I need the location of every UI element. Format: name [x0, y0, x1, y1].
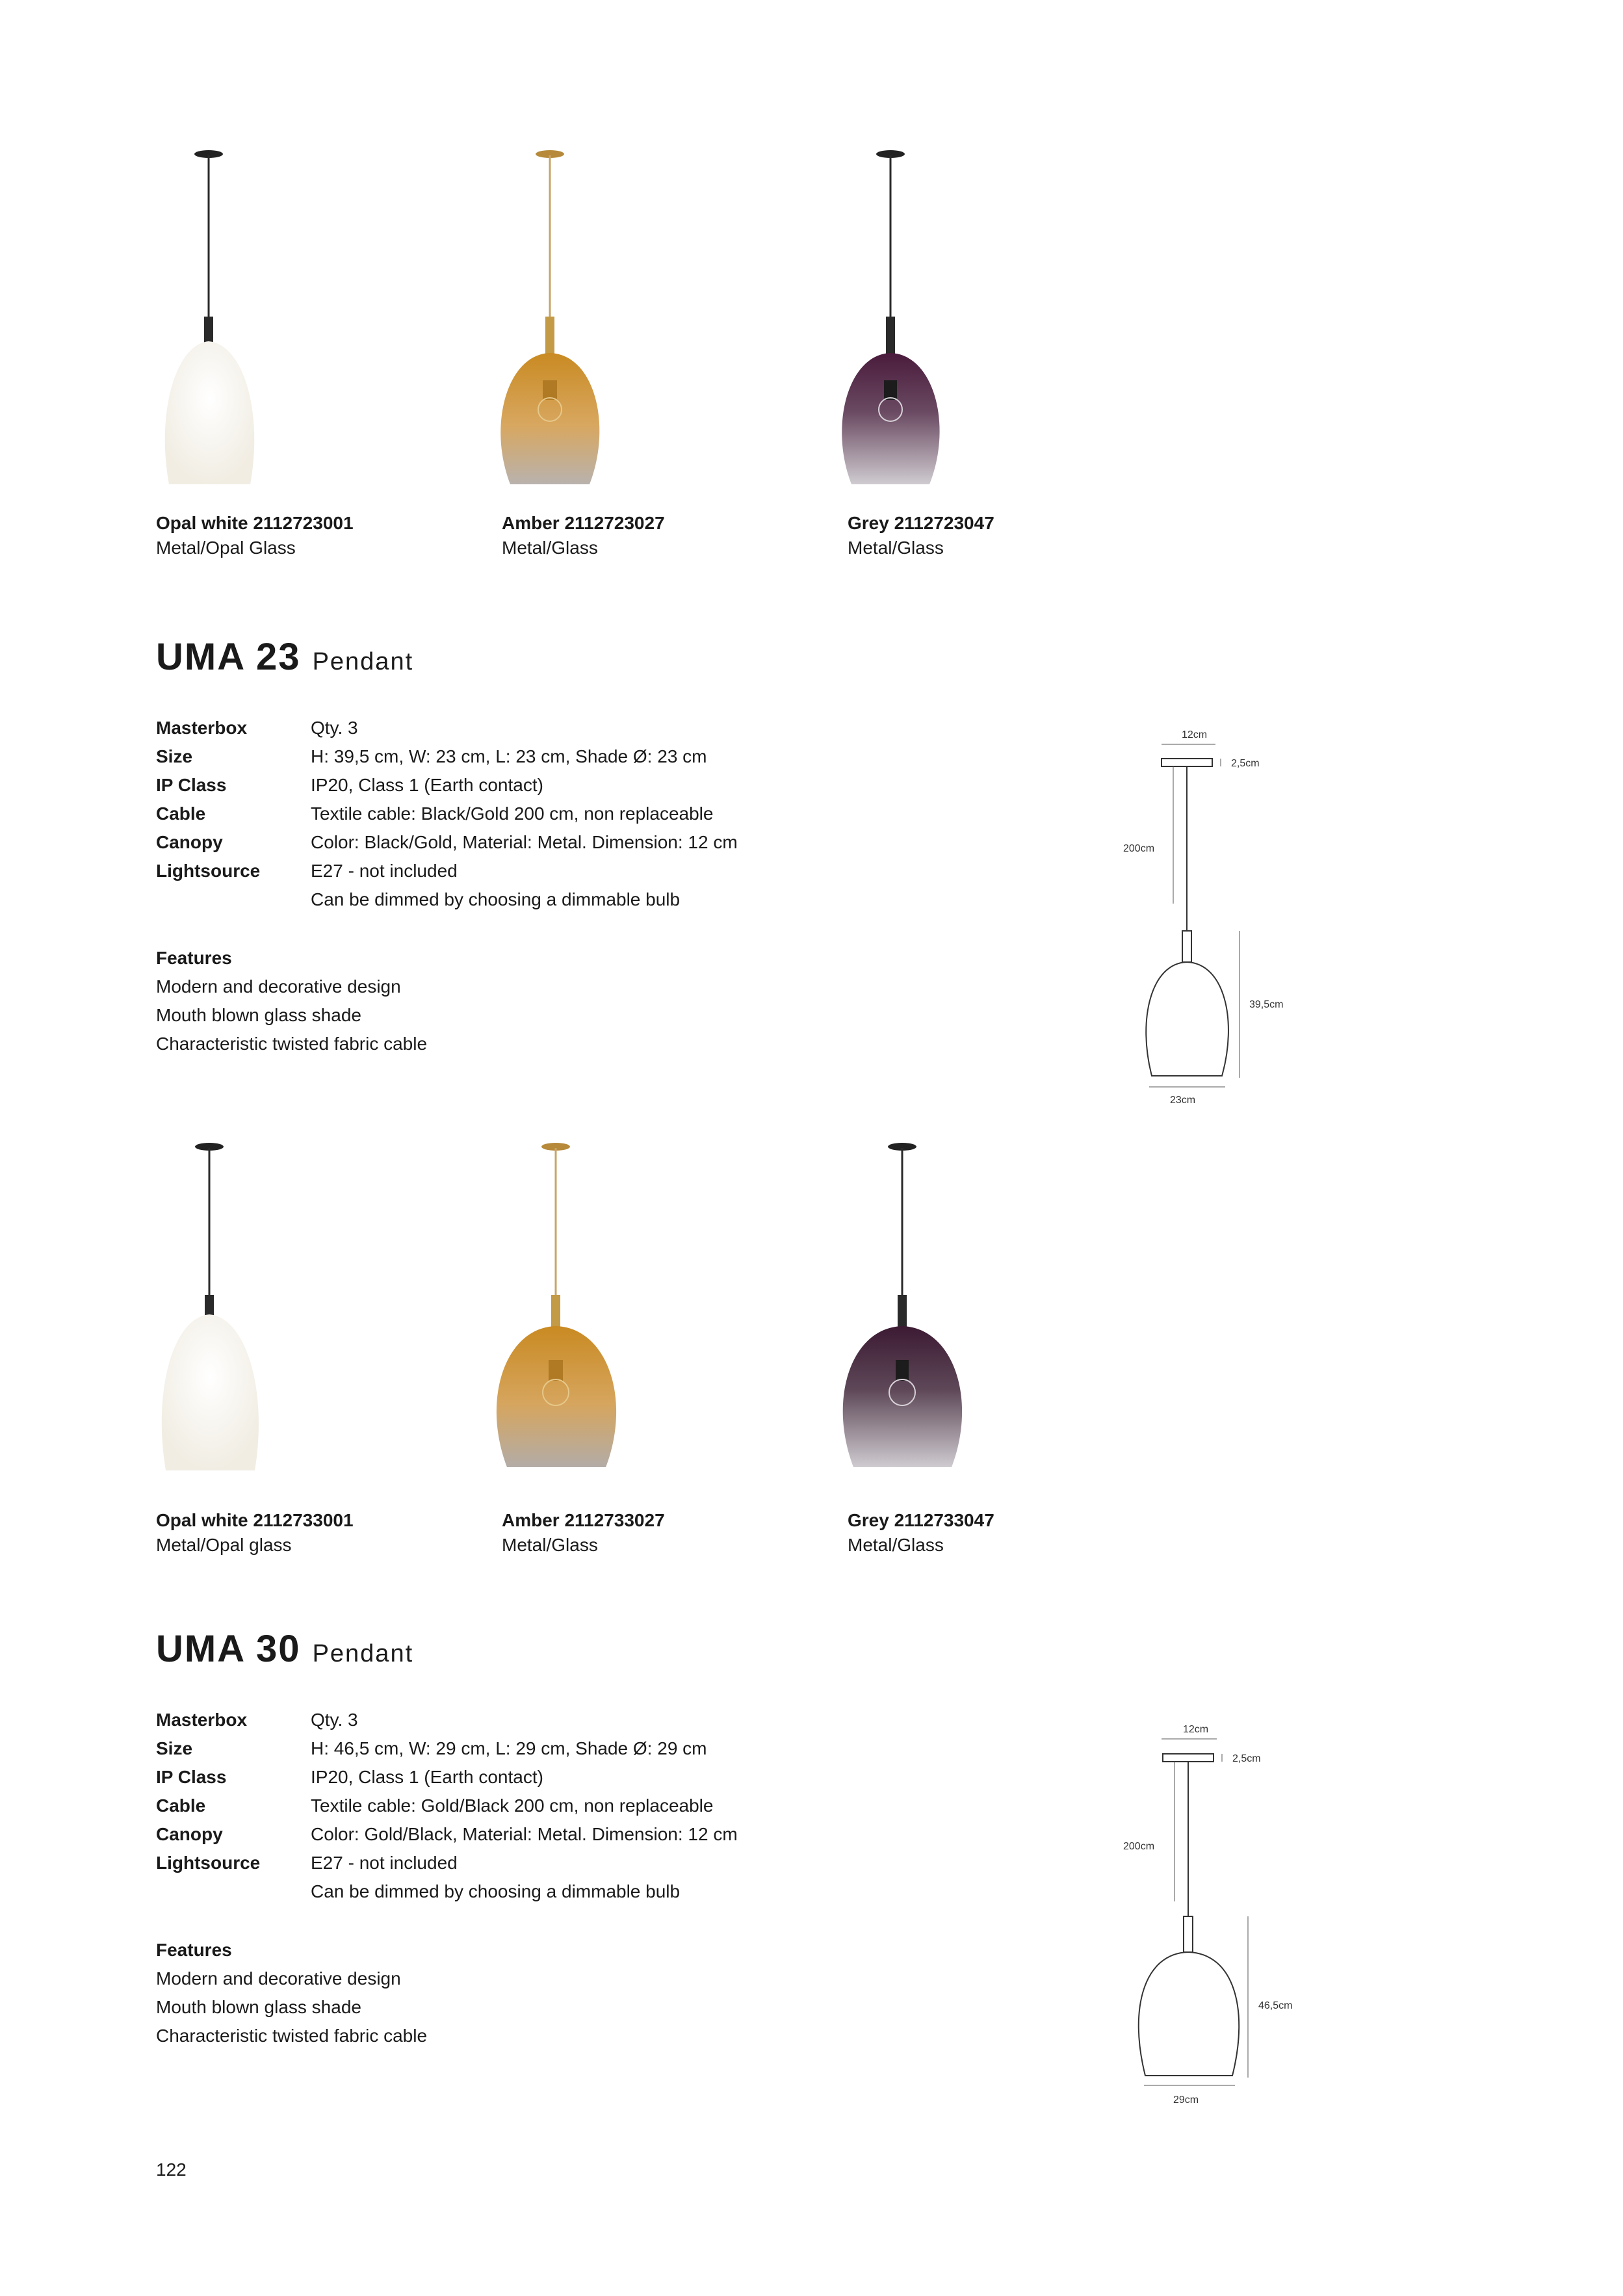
spec-row [156, 1763, 1001, 1792]
product-type: Pendant [312, 648, 414, 675]
grey-pendant-photo [842, 150, 939, 484]
spec-label: Lightsource [156, 1853, 261, 1873]
spec-row [156, 1706, 1001, 1734]
variant-uma23-grey [848, 511, 1173, 560]
product-model: UMA 30 [156, 1628, 301, 1670]
spec-row [156, 800, 1001, 828]
variant-name: Grey 2112733047 [848, 1510, 994, 1530]
spec-row [156, 1849, 1001, 1877]
spec-label: IP Class [156, 1767, 227, 1787]
spec-value: Can be dimmed by choosing a dimmable bulb [311, 1881, 681, 1901]
variant-uma30-amber [502, 1508, 827, 1558]
variant-name: Amber 2112723027 [502, 513, 665, 533]
features-heading: Features [156, 1940, 232, 1960]
opal-pendant-photo [162, 1143, 259, 1470]
canopy-outline [1162, 759, 1212, 766]
spec-label: Cable [156, 803, 206, 824]
dimension-diagram-uma23 [1105, 715, 1300, 1118]
feature-item: Mouth blown glass shade [156, 1997, 361, 2017]
dim-canopy-height: 2,5cm [1231, 758, 1260, 769]
spec-value: H: 46,5 cm, W: 29 cm, L: 29 cm, Shade Ø: 29 cm [311, 1738, 707, 1758]
spec-row [156, 1792, 1001, 1820]
variant-uma30-grey [848, 1508, 1173, 1558]
spec-row [156, 714, 1001, 742]
grey-pendant-photo [843, 1143, 962, 1467]
spec-table-uma23 [156, 714, 1001, 914]
variant-name: Grey 2112723047 [848, 513, 994, 533]
variant-material: Metal/Glass [502, 538, 598, 558]
variant-material: Metal/Opal Glass [156, 538, 296, 558]
feature-item: Modern and decorative design [156, 976, 401, 997]
dim-width: 29cm [1173, 2094, 1199, 2106]
feature-item: Characteristic twisted fabric cable [156, 2026, 428, 2046]
socket-outline [1184, 1916, 1193, 1952]
variant-material: Metal/Opal glass [156, 1535, 292, 1555]
spec-label: Masterbox [156, 718, 248, 738]
product-title-uma30 [156, 1628, 413, 1675]
spec-value: Qty. 3 [311, 718, 358, 738]
socket-outline [1182, 931, 1191, 962]
product-title-uma23 [156, 636, 413, 683]
product-type: Pendant [312, 1640, 414, 1667]
spec-value: Can be dimmed by choosing a dimmable bulb [311, 889, 681, 909]
page-number: 122 [156, 2159, 187, 2180]
uma23-product-photos [149, 146, 1033, 497]
variant-material: Metal/Glass [848, 1535, 944, 1555]
variant-material: Metal/Glass [502, 1535, 598, 1555]
spec-value: Textile cable: Gold/Black 200 cm, non replaceable [311, 1795, 714, 1816]
spec-value: E27 - not included [311, 1853, 458, 1873]
variant-material: Metal/Glass [848, 538, 944, 558]
spec-value: IP20, Class 1 (Earth contact) [311, 1767, 543, 1787]
dim-width: 23cm [1170, 1095, 1196, 1106]
canopy-outline [1163, 1754, 1214, 1762]
spec-table-uma30 [156, 1706, 1001, 1906]
amber-pendant-photo [497, 1143, 616, 1467]
spec-label: IP Class [156, 775, 227, 795]
dim-height: 39,5cm [1249, 999, 1284, 1010]
feature-item: Characteristic twisted fabric cable [156, 1034, 428, 1054]
dim-cable-length: 200cm [1123, 1841, 1155, 1852]
amber-pendant-photo [500, 150, 599, 484]
dim-canopy-width: 12cm [1182, 729, 1208, 740]
variant-uma23-opal [156, 511, 481, 560]
spec-row [156, 771, 1001, 800]
dimension-diagram-uma30 [1105, 1710, 1313, 2119]
feature-item: Modern and decorative design [156, 1968, 401, 1989]
spec-label: Lightsource [156, 861, 261, 881]
spec-row [156, 885, 1001, 914]
spec-label: Cable [156, 1795, 206, 1816]
variant-name: Opal white 2112723001 [156, 513, 354, 533]
product-model: UMA 23 [156, 636, 301, 678]
variant-name: Opal white 2112733001 [156, 1510, 354, 1530]
spec-label: Size [156, 1738, 193, 1758]
feature-item: Mouth blown glass shade [156, 1005, 361, 1025]
dim-cable-length: 200cm [1123, 843, 1155, 854]
spec-value: Color: Gold/Black, Material: Metal. Dimension: 12 cm [311, 1824, 738, 1844]
spec-row [156, 828, 1001, 857]
dim-height: 46,5cm [1258, 2000, 1293, 2011]
spec-value: IP20, Class 1 (Earth contact) [311, 775, 543, 795]
spec-row [156, 1734, 1001, 1763]
spec-label: Masterbox [156, 1710, 248, 1730]
features-uma30 [156, 1936, 427, 2050]
spec-row [156, 1820, 1001, 1849]
spec-label: Canopy [156, 832, 223, 852]
features-heading: Features [156, 948, 232, 968]
spec-value: Qty. 3 [311, 1710, 358, 1730]
shade-outline [1146, 962, 1228, 1076]
dim-canopy-width: 12cm [1183, 1724, 1209, 1735]
variant-uma23-amber [502, 511, 827, 560]
spec-value: Textile cable: Black/Gold 200 cm, non replaceable [311, 803, 714, 824]
variant-name: Amber 2112733027 [502, 1510, 665, 1530]
spec-row [156, 857, 1001, 885]
spec-value: H: 39,5 cm, W: 23 cm, L: 23 cm, Shade Ø: 23 cm [311, 746, 707, 766]
spec-row [156, 742, 1001, 771]
features-uma23 [156, 944, 427, 1058]
dim-canopy-height: 2,5cm [1232, 1753, 1261, 1764]
opal-pendant-photo [165, 150, 254, 484]
shade-outline [1139, 1952, 1239, 2076]
spec-label: Size [156, 746, 193, 766]
spec-value: Color: Black/Gold, Material: Metal. Dimension: 12 cm [311, 832, 738, 852]
spec-row [156, 1877, 1001, 1906]
variant-uma30-opal [156, 1508, 481, 1558]
spec-label: Canopy [156, 1824, 223, 1844]
uma30-product-photos [149, 1139, 1033, 1490]
spec-value: E27 - not included [311, 861, 458, 881]
